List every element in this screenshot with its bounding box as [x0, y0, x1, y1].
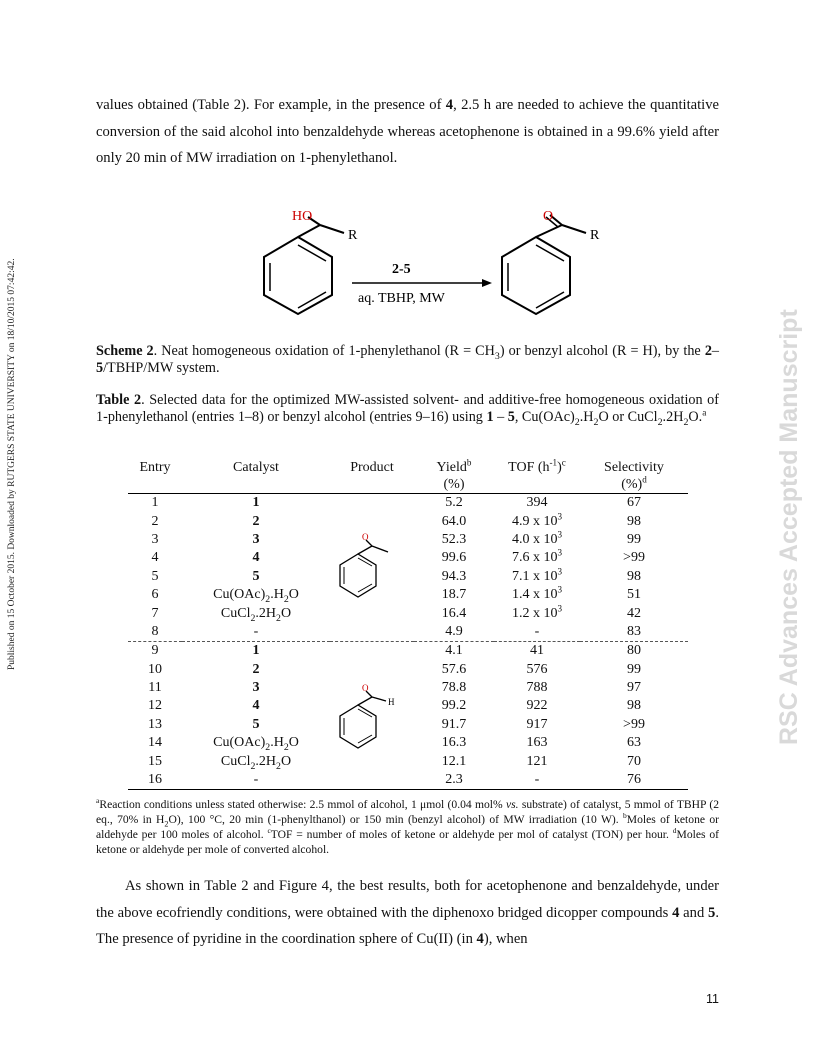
- cell-yield: 18.7: [441, 587, 467, 603]
- reactant-benzene-ring: [264, 237, 332, 314]
- cell-sel: 63: [627, 735, 641, 751]
- cell-tof: 7.1 x $10^3$: [511, 566, 563, 584]
- hydroxyl-label: HO: [292, 209, 313, 224]
- cell-catalyst: -: [182, 771, 330, 790]
- cell-yield: 16.3: [441, 735, 467, 751]
- cell-entry: 14: [148, 735, 162, 751]
- cell-tof: 4.9 x $10^3$: [511, 510, 563, 529]
- cell-entry: 13: [148, 716, 162, 732]
- r-group-label-product: R: [590, 228, 600, 243]
- cell-tof: 576: [526, 661, 548, 677]
- cell-catalyst: 2: [252, 661, 260, 677]
- table-row: [128, 642, 688, 661]
- carbonyl-label: O: [543, 209, 554, 224]
- cell-product: [330, 494, 414, 513]
- table-header-row: [128, 458, 688, 476]
- cell-catalyst: 1: [252, 643, 260, 659]
- cell-catalyst: 4: [252, 698, 260, 714]
- table-row: [128, 494, 688, 513]
- cell-sel: 51: [627, 587, 641, 603]
- table-caption: Table 2. Selected data for the optimized MW-assisted solvent- and additive-free homogeneous oxidation of 1-phenylethanol (entries 1–8) or benzyl alcohol (entries 9–16) using 1 – 5, $Cu(OAc)_2.H_2O$ or $CuCl_2.2H_2O.^a$: [96, 392, 719, 428]
- cell-entry: 16: [128, 771, 182, 790]
- table-footnote: $^a$Reaction conditions unless stated otherwise: 2.5 mmol of alcohol, 1 μmol (0.04 mol% vs. substrate) of catalyst, 5 mmol of TBHP (2 eq., 70% in $H_2O$), 100 °C, 20 min (1-phenylthanol) or 150 min (benzyl alcohol) of MW irradiation (10 W). $^b$Moles of ketone or aldehyde per 100 moles of alcohol. $^c$TOF = number of moles of ketone or aldehyde per mol of catalyst (TON) per hour. $^d$Moles of ketone or aldehyde per mole of converted alcohol.: [96, 796, 720, 856]
- table-row: [128, 512, 688, 530]
- cell-sel: 99: [627, 531, 641, 547]
- cell-catalyst: 3: [252, 680, 260, 696]
- cell-product: [330, 661, 414, 679]
- cell-catalyst: 1: [252, 495, 260, 511]
- cell-entry: 1: [151, 495, 159, 511]
- paragraph-intro: values obtained (Table 2). For example, in the presence of 4, 2.5 h are needed to achieve the quantitative conversion of the said alcohol into benzaldehyde whereas acetophenone is obtained in a 99.6% yield after only 20 min of MW irradiation on 1-phenylethanol.: [96, 97, 719, 166]
- scheme-2-reaction: [250, 205, 620, 320]
- cell-sel: 42: [627, 605, 641, 621]
- cell-tof: 1.4 x $10^3$: [511, 584, 563, 603]
- cell-tof: -: [494, 771, 580, 790]
- cell-catalyst: 2: [252, 513, 260, 529]
- cell-catalyst: 3: [252, 531, 260, 547]
- cell-entry: 9: [151, 643, 159, 659]
- cell-yield: 5.2: [445, 495, 463, 511]
- cell-sel: 67: [627, 495, 641, 511]
- cell-tof: 41: [530, 643, 544, 659]
- cell-tof: 4.0 x $10^3$: [511, 529, 563, 547]
- cell-sel: 99: [627, 661, 641, 677]
- cell-yield: 16.4: [441, 605, 467, 621]
- cell-yield: 57.6: [441, 661, 467, 677]
- table-row: [128, 531, 688, 549]
- cell-catalyst: $CuCl_2.2H_2O$: [220, 605, 292, 624]
- cell-tof: 917: [526, 716, 548, 732]
- cell-tof: 394: [526, 495, 548, 511]
- page-number: 11: [706, 992, 719, 1006]
- cell-tof: -: [494, 623, 580, 642]
- table-row: [128, 679, 688, 697]
- cell-catalyst: $Cu(OAc)_2.H_2O$: [213, 735, 299, 754]
- cell-yield: 99.6: [441, 550, 467, 566]
- cell-sel: >99: [623, 716, 645, 732]
- cell-tof: 7.6 x $10^3$: [511, 547, 563, 566]
- cell-sel: 83: [580, 623, 688, 642]
- cell-entry: 4: [151, 550, 159, 566]
- cell-product: [330, 623, 414, 642]
- benzaldehyde-structure: [336, 683, 406, 749]
- cell-product: [330, 512, 414, 530]
- cell-tof: 788: [526, 680, 548, 696]
- cell-yield: 2.3: [414, 771, 494, 790]
- cell-yield: 12.1: [441, 753, 467, 769]
- scheme-caption: Scheme 2. Neat homogeneous oxidation of 1-phenylethanol $(R = CH_3)$ or benzyl alcohol (R = H), by the 2–5/TBHP/MW system.: [96, 343, 719, 376]
- table-row: [128, 752, 688, 770]
- table-row: [128, 716, 688, 734]
- cell-entry: 10: [148, 661, 162, 677]
- r-group-label-reactant: R: [348, 228, 358, 243]
- table-row: [128, 586, 688, 604]
- cell-entry: 8: [128, 623, 182, 642]
- col-header-product: Product: [350, 460, 394, 475]
- cell-yield: 94.3: [441, 568, 467, 584]
- col-header-yield: Yield$^b$: [436, 457, 472, 475]
- cell-entry: 11: [148, 680, 162, 696]
- cell-catalyst: $CuCl_2.2H_2O$: [220, 753, 292, 772]
- cell-entry: 15: [148, 753, 162, 769]
- cell-tof: 121: [526, 753, 548, 769]
- cell-catalyst: 4: [252, 550, 260, 566]
- cell-sel: >99: [623, 550, 645, 566]
- table-row: [128, 661, 688, 679]
- results-table: [128, 458, 688, 790]
- col-header-selectivity: Selectivity: [604, 460, 664, 475]
- cell-yield: 91.7: [441, 716, 467, 732]
- acetophenone-structure: [336, 532, 396, 598]
- cell-sel: 97: [627, 680, 641, 696]
- cell-product: [330, 752, 414, 770]
- selectivity-unit: (%)$^d$: [580, 476, 688, 494]
- table-row: [128, 771, 688, 790]
- download-watermark: Published on 15 October 2015. Downloaded by RUTGERS STATE UNIVERSITY on 18/10/2015 07:42:42.: [7, 258, 17, 670]
- cell-entry: 7: [151, 605, 159, 621]
- table-row: [128, 734, 688, 752]
- yield-unit: (%): [414, 476, 494, 494]
- prod1-oxygen: O: [362, 532, 369, 542]
- cell-sel: 98: [627, 513, 641, 529]
- cell-catalyst: -: [182, 623, 330, 642]
- cell-product: [330, 604, 414, 622]
- paragraph-discussion: As shown in Table 2 and Figure 4, the best results, both for acetophenone and benzaldehyde, under the above ecofriendly conditions, were obtained with the diphenoxo bridged dicopper compounds 4 and 5. The presence of pyridine in the coordination sphere of Cu(II) (in 4), when: [96, 878, 719, 947]
- product-benzene-ring: [502, 237, 570, 314]
- table-row: [128, 549, 688, 567]
- cell-entry: 6: [151, 587, 159, 603]
- cell-sel: 98: [627, 568, 641, 584]
- cell-sel: 98: [627, 698, 641, 714]
- cell-entry: 3: [151, 531, 159, 547]
- catalyst-label: 2-5: [392, 262, 411, 277]
- cell-sel: 80: [627, 643, 641, 659]
- cell-yield: 4.1: [445, 643, 463, 659]
- cell-sel: 70: [627, 753, 641, 769]
- col-header-entry: Entry: [139, 460, 171, 475]
- table-row: [128, 604, 688, 622]
- cell-entry: 5: [151, 568, 159, 584]
- col-header-tof: TOF $(h^{-1})^c$: [508, 457, 566, 475]
- cell-catalyst: $Cu(OAc)_2.H_2O$: [213, 587, 299, 605]
- cell-catalyst: 5: [252, 716, 260, 732]
- cell-yield: 99.2: [441, 698, 467, 714]
- cell-product: [330, 642, 414, 661]
- cell-entry: 12: [148, 698, 162, 714]
- cell-product: [330, 771, 414, 790]
- cell-yield: 78.8: [441, 680, 467, 696]
- col-header-catalyst: Catalyst: [233, 460, 279, 475]
- cell-yield: 52.3: [441, 531, 467, 547]
- table-row: [128, 697, 688, 715]
- table-row: [128, 568, 688, 586]
- cell-tof: 922: [526, 698, 548, 714]
- cell-catalyst: 5: [252, 568, 260, 584]
- cell-yield: 64.0: [441, 513, 467, 529]
- table-row: [128, 623, 688, 642]
- accepted-manuscript-watermark: RSC Advances Accepted Manuscript: [775, 309, 803, 746]
- prod2-oxygen: O: [362, 683, 369, 693]
- conditions-label: aq. TBHP, MW: [358, 291, 445, 306]
- table-header-units-row: [128, 476, 688, 494]
- cell-sel: 76: [580, 771, 688, 790]
- cell-tof: 1.2 x $10^3$: [511, 602, 563, 621]
- cell-yield: 4.9: [414, 623, 494, 642]
- cell-entry: 2: [151, 513, 159, 529]
- prod2-hydrogen: H: [388, 697, 395, 707]
- cell-tof: 163: [526, 735, 548, 751]
